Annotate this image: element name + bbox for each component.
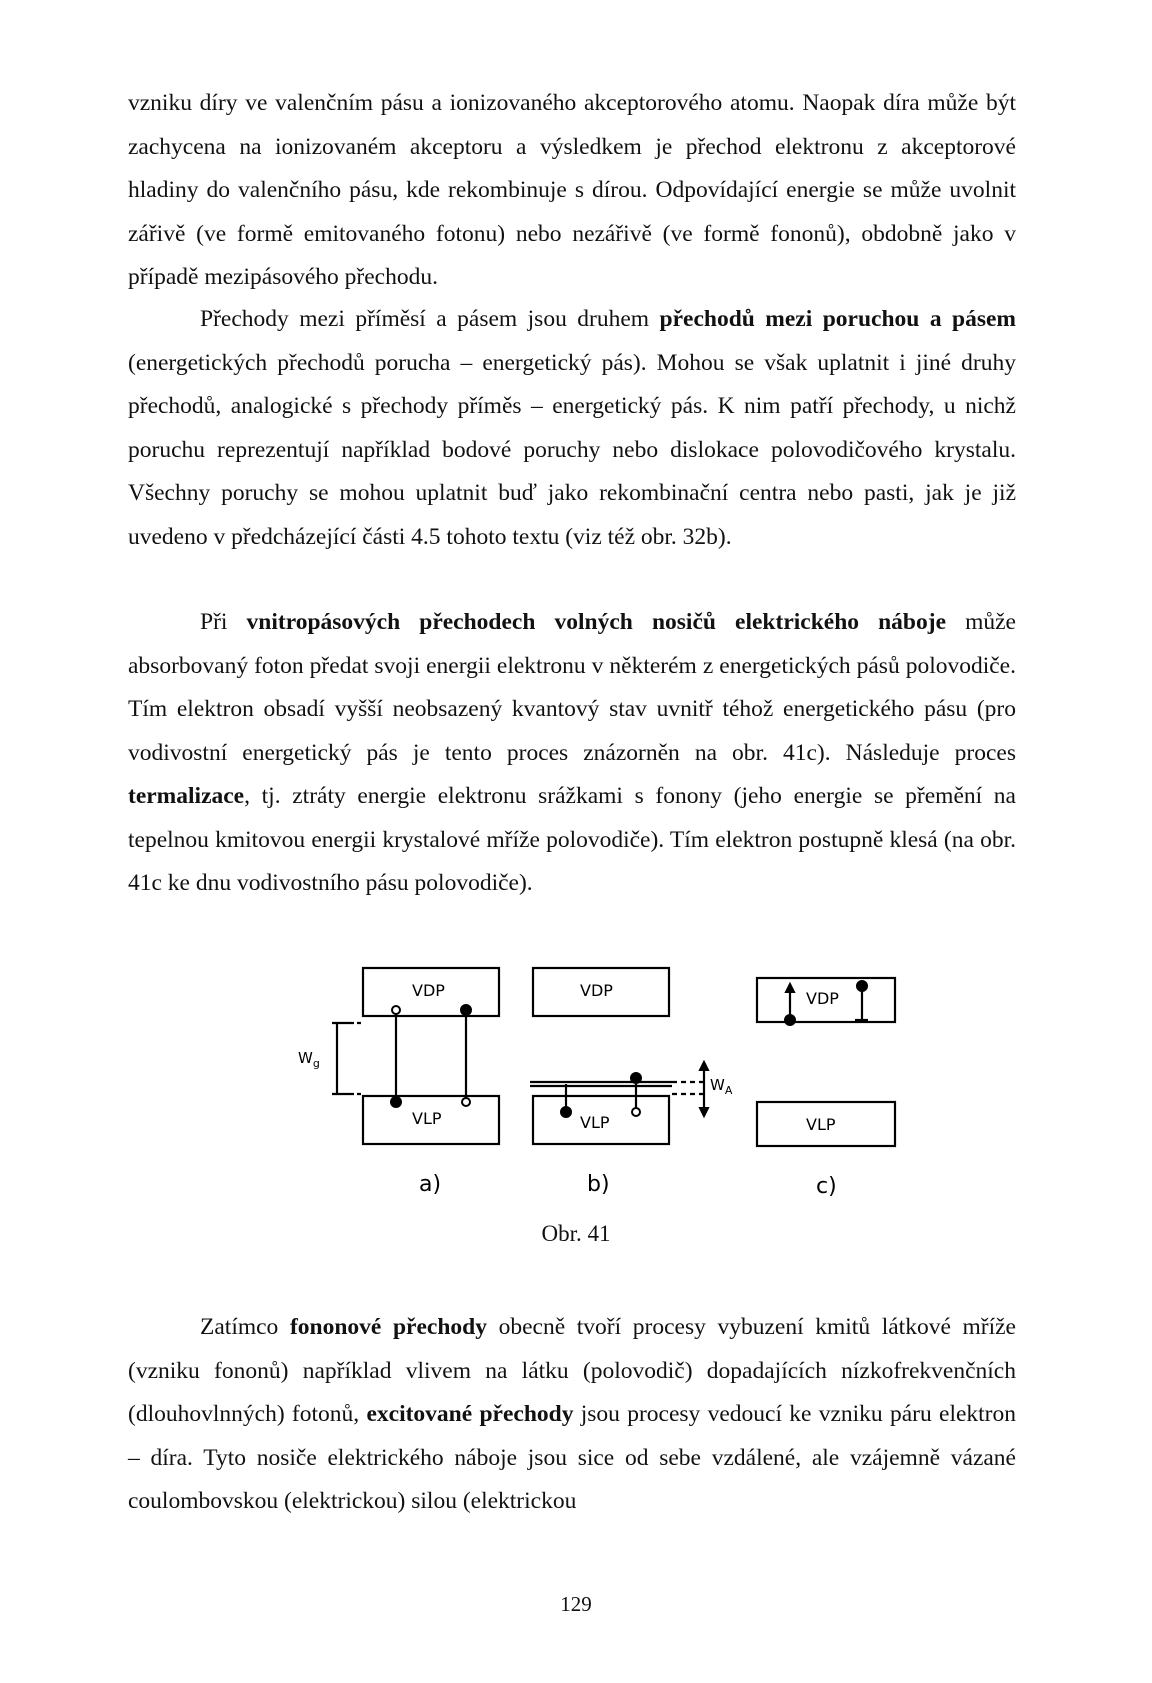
wg-label: $W_g$ bbox=[298, 1049, 320, 1070]
vlp-label-c: VLP bbox=[806, 1115, 836, 1134]
panel-label-b: b) bbox=[587, 1172, 610, 1197]
hole-dot-a bbox=[392, 1006, 400, 1014]
text-run: , tj. ztráty energie elektronu srážkami s fonony (jeho energie se přemění na tepelnou kmitovou energii krystalové mříže polovodiče). Tím elektron postupně klesá (na obr. 41c ke dnu vodivostního pásu polovodiče). bbox=[128, 783, 1016, 896]
panel-label-a: a) bbox=[419, 1172, 442, 1197]
electron-dot-a bbox=[461, 1005, 471, 1015]
bold-term: termalizace bbox=[128, 783, 245, 809]
paragraph-3 bbox=[128, 601, 1016, 906]
wa-label: $W_A$ bbox=[710, 1076, 733, 1097]
vlp-label-a: VLP bbox=[412, 1109, 442, 1128]
text-run: (energetických přechodů porucha – energetický pás). Mohou se však uplatnit i jiné druhy přechodů, analogické s přechody příměs – energetický pás. K nim patří přechody, u nichž poruchu reprezentují například bodové poruchy nebo dislokace polovodičového krystalu. Všechny poruchy se mohou uplatnit buď jako rekombinační centra nebo pasti, jak je již uvedeno v předcházející části 4.5 tohoto textu (viz též obr. 32b). bbox=[128, 349, 1016, 550]
bold-term: fononové přechody bbox=[289, 1314, 487, 1340]
figure-41 bbox=[0, 960, 1152, 1199]
electron-dot-a2 bbox=[391, 1097, 401, 1107]
text-run: jsou procesy vedoucí ke vzniku páru elektron – díra. Tyto nosiče elektrického náboje jsou sice od sebe vzdálené, ale vzájemně vázané coulombovskou (elektrickou) silou (elektrickou bbox=[128, 1401, 1017, 1514]
text-run: Při bbox=[200, 609, 247, 635]
text-run: Přechody mezi příměsí a pásem jsou druhem bbox=[200, 306, 660, 332]
paragraph-4 bbox=[128, 1306, 1016, 1524]
bold-term: vnitropásových přechodech volných nosičů elektrického náboje bbox=[246, 609, 947, 635]
text-run: může absorbovaný foton předat svoji energii elektronu v některém z energetických pásů polovodiče. Tím elektron obsadí vyšší neobsazený kvantový stav uvnitř téhož energetického pásu (pro vodivostní energetický pás je tento proces znázorněn na obr. 41c). Následuje proces bbox=[128, 609, 1016, 766]
bold-term: přechodů mezi poruchou a pásem bbox=[659, 306, 1016, 332]
figure-caption: Obr. 41 bbox=[541, 1221, 611, 1246]
vdp-label-c: VDP bbox=[806, 989, 839, 1008]
text-run: obecně tvoří procesy vybuzení kmitů látkové mříže (vzniku fononů) například vlivem na látku (polovodič) dopadajících nízkofrekvenčních (dlouhovlnných) fotonů, bbox=[128, 1314, 1016, 1427]
paragraph-2 bbox=[128, 298, 1016, 559]
band-diagram bbox=[0, 960, 1152, 1199]
vdp-label-a: VDP bbox=[412, 981, 445, 1000]
bold-term: excitované přechody bbox=[366, 1401, 574, 1427]
page-number: 129 bbox=[560, 1592, 592, 1616]
hole-dot-a2 bbox=[462, 1098, 470, 1106]
text-run: vzniku díry ve valenčním pásu a ionizovaného akceptorového atomu. Naopak díra může být zachycena na ionizovaném akceptoru a výsledkem je přechod elektronu z akceptorové hladiny do valenčního pásu, kde rekombinuje s dírou. Odpovídající energie se může uvolnit zářivě (ve formě emitovaného fotonu) nebo nezářivě (ve formě fononů), obdobně jako v případě mezipásového přechodu. bbox=[128, 90, 1016, 290]
panel-label-c: c) bbox=[816, 1174, 837, 1199]
vdp-label-b: VDP bbox=[580, 981, 613, 1000]
text-run: Zatímco bbox=[200, 1314, 290, 1340]
vlp-label-b: VLP bbox=[580, 1113, 610, 1132]
paragraph-1 bbox=[128, 82, 1016, 300]
